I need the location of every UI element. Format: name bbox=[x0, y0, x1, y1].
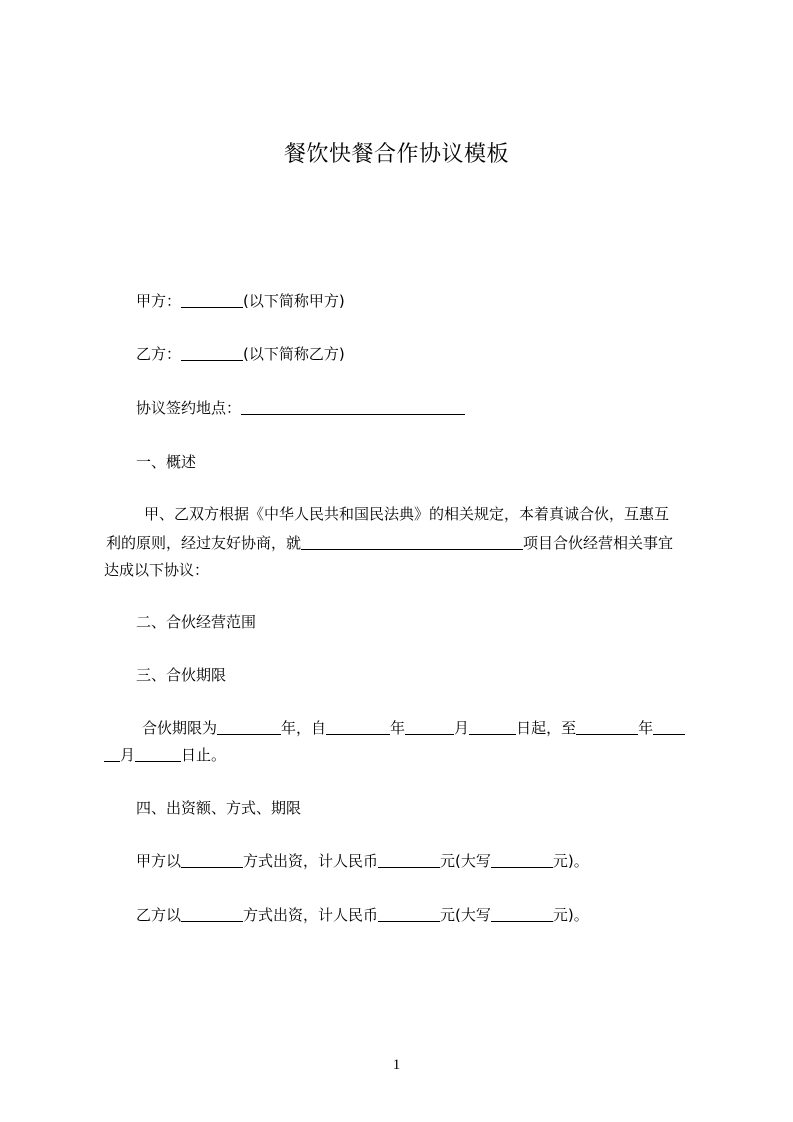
party-a-blank[interactable] bbox=[181, 289, 243, 308]
term-text-5: 日起，至 bbox=[516, 719, 577, 737]
term-text-6: 年 bbox=[638, 719, 654, 737]
party-b-blank[interactable] bbox=[181, 342, 243, 361]
party-a-line bbox=[136, 289, 345, 313]
party-b-capital-amount-blank[interactable] bbox=[378, 903, 440, 922]
location-blank[interactable] bbox=[241, 396, 465, 415]
term-line-1 bbox=[142, 716, 685, 740]
party-a-capital-text-b: 方式出资，计人民币 bbox=[243, 852, 379, 870]
start-year-blank[interactable] bbox=[326, 716, 390, 735]
party-b-capital-text-d: 元)。 bbox=[552, 906, 589, 924]
term-text-4: 月 bbox=[454, 719, 470, 737]
overview-text-line-2 bbox=[106, 531, 673, 555]
start-month-blank[interactable] bbox=[405, 716, 454, 735]
party-b-capital-text-b: 方式出资，计人民币 bbox=[243, 906, 379, 924]
party-a-capital-text-d: 元)。 bbox=[552, 852, 589, 870]
scope-heading: 二、合伙经营范围 bbox=[136, 613, 257, 631]
location-label: 协议签约地点： bbox=[136, 399, 242, 417]
end-day-blank[interactable] bbox=[135, 743, 181, 762]
overview-heading: 一、概述 bbox=[136, 453, 197, 471]
party-a-capital-words-blank[interactable] bbox=[491, 849, 553, 868]
party-b-capital-words-blank[interactable] bbox=[491, 903, 553, 922]
term-text-3: 年 bbox=[390, 719, 406, 737]
end-month-blank-part1[interactable] bbox=[653, 716, 685, 735]
overview-text-line-3: 达成以下协议： bbox=[104, 561, 210, 579]
party-b-label: 乙方： bbox=[136, 345, 182, 363]
term-years-blank[interactable] bbox=[217, 716, 281, 735]
party-a-capital-text-a: 甲方以 bbox=[136, 852, 182, 870]
start-day-blank[interactable] bbox=[469, 716, 516, 735]
location-line bbox=[136, 396, 465, 420]
overview-text-2a: 利的原则，经过友好协商，就 bbox=[106, 534, 302, 552]
party-a-label: 甲方： bbox=[136, 292, 182, 310]
party-b-capital-text-a: 乙方以 bbox=[136, 906, 182, 924]
project-name-blank[interactable] bbox=[301, 531, 523, 550]
overview-text-line-1: 甲、乙双方根据《中华人民共和国民法典》的相关规定，本着真诚合伙，互惠互 bbox=[144, 505, 670, 523]
party-b-capital-line bbox=[136, 903, 589, 927]
term-text-7: 月 bbox=[120, 746, 136, 764]
party-b-line bbox=[136, 342, 345, 366]
party-a-capital-method-blank[interactable] bbox=[181, 849, 243, 868]
capital-heading: 四、出资额、方式、期限 bbox=[136, 799, 302, 817]
end-year-blank[interactable] bbox=[576, 716, 638, 735]
page-number: 1 bbox=[392, 1057, 401, 1073]
party-a-capital-line bbox=[136, 849, 589, 873]
overview-text-2b: 项目合伙经营相关事宜 bbox=[523, 534, 674, 552]
party-b-capital-method-blank[interactable] bbox=[181, 903, 243, 922]
party-a-capital-text-c: 元(大写 bbox=[440, 852, 491, 870]
term-text-1: 合伙期限为 bbox=[142, 719, 218, 737]
document-title: 餐饮快餐合作协议模板 bbox=[283, 142, 509, 167]
end-month-blank-part2[interactable] bbox=[104, 743, 120, 762]
party-a-capital-amount-blank[interactable] bbox=[378, 849, 440, 868]
term-text-8: 日止。 bbox=[181, 746, 227, 764]
term-text-2: 年，自 bbox=[281, 719, 327, 737]
party-a-suffix: (以下简称甲方) bbox=[243, 292, 345, 310]
party-b-capital-text-c: 元(大写 bbox=[440, 906, 491, 924]
term-line-2 bbox=[104, 743, 226, 767]
party-b-suffix: (以下简称乙方) bbox=[243, 345, 345, 363]
term-heading: 三、合伙期限 bbox=[136, 666, 227, 684]
